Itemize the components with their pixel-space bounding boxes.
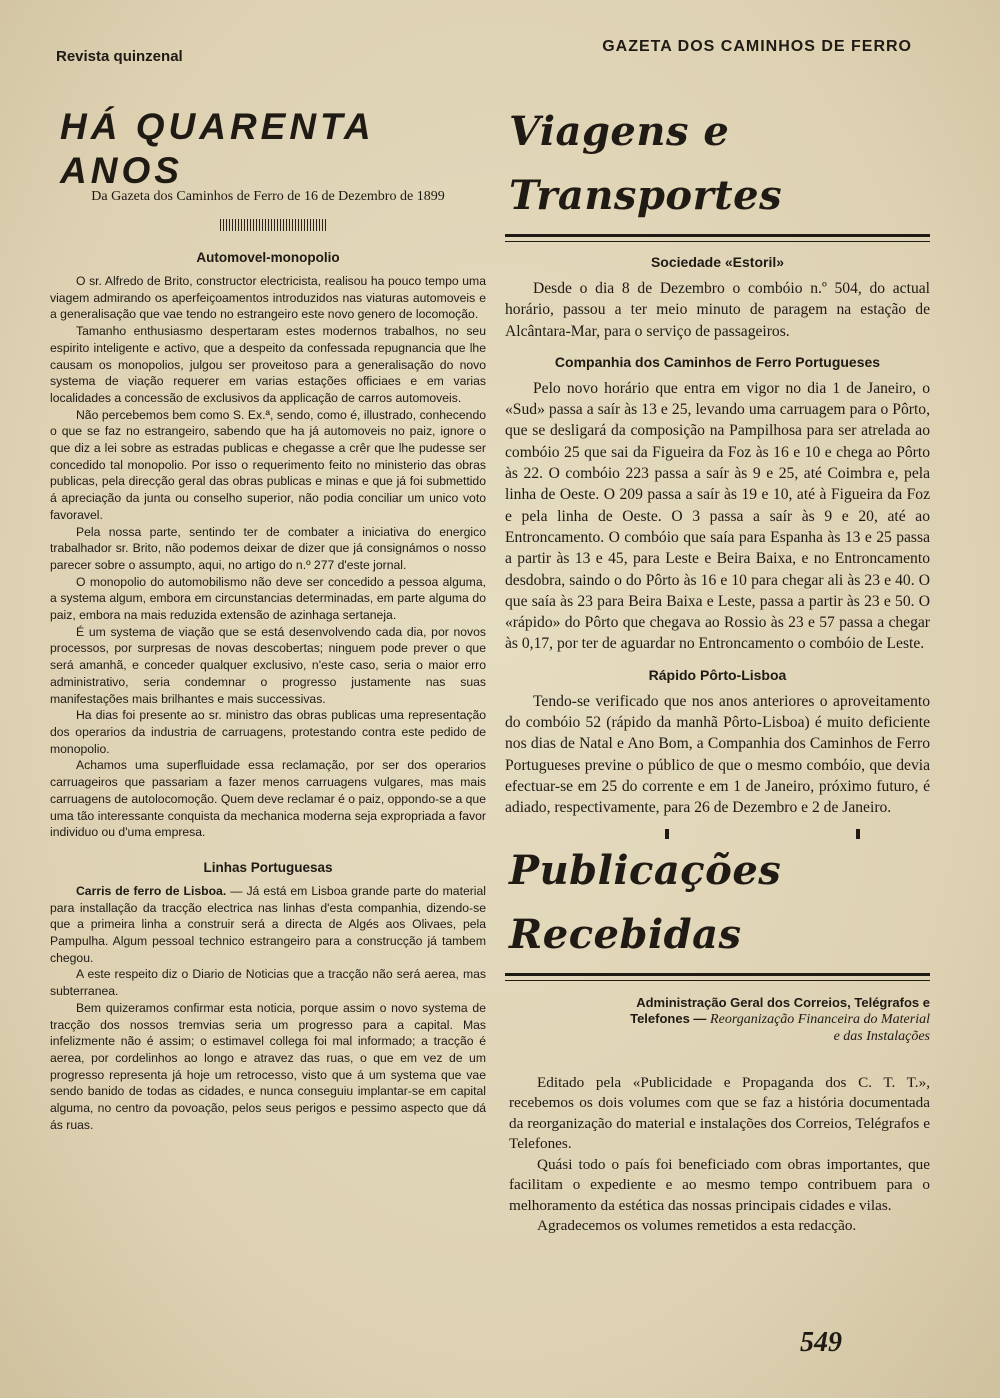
left-column	[50, 100, 486, 1133]
paragraph: Bem quizeramos confirmar esta noticia, porque assim o novo systema de tracção dos nossos tremvias seria um progresso para a capital. Mas infelizmente não é assim; o estimavel collega foi mal informado; a tracção é aerea, por cordelinhos ao longo e atravez das ruas, o que em vez de um progresso representa já hoje um retrocesso, visto que á um systema que vae sendo banido de todas as cidades, e nunca conseguiu implantar-se em capital alguma, no centro da povoação, pelos seus perigos e pessimo aspecto que dá ás ruas.	[50, 1000, 486, 1132]
lead-carris: Carris de ferro de Lisboa.	[76, 883, 227, 898]
section-title-ha-quarenta-anos: HÁ QUARENTA ANOS	[60, 106, 374, 191]
paragraph: Desde o dia 8 de Dezembro o combóio n.º 504, do actual horário, passou a ter meio minuto de paragem na estação de Alcântara-Mar, para o serviço de passageiros.	[505, 280, 930, 340]
section-title-viagens: Viagens e Transportes	[509, 108, 783, 219]
paragraph: Pela nossa parte, sentindo ter de combater a iniciativa do energico trabalhador sr. Brito, não podemos deixar de dizer que já consignámos o nosso parecer sobre o assumpto, aqui, no artigo do n.º 277 d'este jornal.	[50, 524, 486, 572]
page-number: 549	[800, 1327, 842, 1358]
body-rapido	[505, 691, 930, 819]
paragraph: O sr. Alfredo de Brito, constructor electricista, realisou ha pouco tempo uma viagem admirando os aperfeiçoamentos introduzidos nas viaturas automoveis e a generalisação que vae tendo no estrangeiro este novo genero de locomoção.	[50, 274, 486, 322]
paragraph: Ha dias foi presente ao sr. ministro das obras publicas uma representação dos operarios da industria de carruagens, protestando contra este pedido de monopolio.	[50, 708, 486, 756]
divider-mark	[665, 829, 669, 839]
article-heading-linhas: Linhas Portuguesas	[203, 859, 333, 875]
heading-cp: Companhia dos Caminhos de Ferro Portugueses	[554, 353, 881, 370]
heading-rapido: Rápido Pôrto-Lisboa	[648, 666, 787, 683]
publication-publisher: Administração Geral dos Correios, Telégrafos e Telefones	[630, 994, 930, 1026]
decorative-rule	[220, 219, 328, 231]
body-estoril	[505, 278, 930, 342]
paragraph: Tamanho enthusiasmo despertaram estes modernos trabalhos, no seu espirito inteligente e activo, que a despeito da confessada repugnancia que lhe causam os monopolios, julgou ser proveitoso para a generalisação do novo systema de viação requerer em varias estações officiaes e em varias localidades a concessão de exclusivos da applicação de carros automoveis.	[50, 324, 486, 405]
publication-title: Reorganização Financeira do Material e das Instalações	[710, 1011, 930, 1044]
running-header-left: Revista quinzenal	[56, 48, 183, 65]
section-title-publicacoes: Publicações Recebidas	[509, 846, 782, 958]
paragraph: O monopolio do automobilismo não deve ser concedido a pessoa alguma, a systema algum, embora em circunstancias determinadas, em parte alguma do paiz, embora na mais reduzida extensão de azinhaga sertaneja.	[50, 574, 486, 623]
title-rule-thin	[505, 241, 930, 242]
heading-estoril: Sociedade «Estoril»	[650, 254, 785, 270]
publication-dash: —	[689, 1010, 711, 1026]
article-heading-automovel: Automovel-monopolio	[196, 250, 340, 265]
article-body-automovel	[50, 273, 486, 841]
paragraph: Não percebemos bem como S. Ex.ª, sendo, como é, illustrado, conhecendo o que se faz no estrangeiro, sabendo que ha já automoveis no paiz, ignore o que diz a lei sobre as estradas publicas e chegasse a crêr que lhe pudesse ser concedido tal monopolio. Por isso o requerimento feito no ministerio das obras publicas, pela direcção geral das obras publicas e minas e que já foi submettido á apreciação da junta ou conselho superior, não podia conciliar um unico voto favoravel.	[50, 407, 486, 522]
paragraph: Quási todo o país foi beneficiado com obras importantes, que facilitam o expediente e ao mesmo tempo contribuem para o melhoramento da estética das nossas principais cidades e vilas.	[509, 1155, 930, 1214]
paragraph-text: — Já está em Lisboa grande parte do material para installação da tracção electrica nas linhas d'esta companhia, dizendo-se que a primeira linha a construir será a directa de Algés aos Olivaes, pela Pampulha. Algum pessoal technico estrangeiro para a construcção já tambem chegou.	[50, 883, 486, 965]
paragraph: Pelo novo horário que entra em vigor no dia 1 de Janeiro, o «Sud» passa a saír às 13 e 25, levando uma carruagem para o Pôrto, que se desligará da composição na Pampilhosa para ser atrelada ao combóio 25 que sai da Figueira da Foz às 16 e 10 e chega ao Pôrto às 22. O combóio 223 passa a saír às 9 e 25, até Coimbra e, pela linha de Oeste. O 209 passa a saír às 19 e 10, até à Figueira da Foz e pela linha de Oeste. O 3 passa a saír às 9 e 20, até ao Entroncamento. O combóio que saía para Espanha às 13 e 25 passa a partir às 13 e 45, para Leste e Beira Baixa, e no Entroncamento desdobra, saindo o do Pôrto às 16 e 10 para chegar ali às 23 e 40. O que saía às 23 para Beira Baixa e Leste, passa a partir às 23 e 50. O «rápido» do Pôrto que chegava ao Rossio às 23 e 57 passa a chegar às 0,17, por ter de aguardar no Entroncamento o combóio de Leste.	[505, 379, 930, 653]
paragraph-lead	[50, 883, 486, 967]
paragraph: Agradecemos os volumes remetidos a esta redacção.	[537, 1217, 857, 1235]
title-rule-thin	[505, 980, 930, 981]
paragraph: Editado pela «Publicidade e Propaganda dos C. T. T.», recebemos os dois volumes com que se faz a história documentada da reorganização do material e instalações dos Correios, Telégrafos e Telefones.	[509, 1073, 930, 1153]
title-rule-thick	[505, 973, 930, 976]
running-header-right: GAZETA DOS CAMINHOS DE FERRO	[602, 38, 912, 55]
publication-entry	[505, 995, 930, 1045]
section-subtitle: Da Gazeta dos Caminhos de Ferro de 16 de Dezembro de 1899	[91, 189, 445, 204]
publication-body	[505, 1073, 930, 1237]
title-rule-thick	[505, 234, 930, 237]
body-cp	[505, 378, 930, 655]
paragraph: Achamos uma superfluidade essa reclamação, por ser dos operarios carruageiros que passariam a fazer menos carruagens vulgares, mas mais carruagens de autolocomoção. Quem deve reclamar é o paiz, oppondo-se a que uma tão interessante conquista da mechanica moderna seja expropriada a favor individuo ou d'uma empresa.	[50, 758, 486, 840]
paragraph: Tendo-se verificado que nos anos anteriores o aproveitamento do combóio 52 (rápido da manhã Pôrto-Lisboa) é muito deficiente nos dias de Natal e Ano Bom, a Companhia dos Caminhos de Ferro Portugueses previne o público de que o mesmo combóio, que devia efectuar-se em 25 do corrente e em 1 de Janeiro, próximo futuro, é adiado, respectivamente, para 26 de Dezembro e 2 de Janeiro.	[505, 692, 930, 817]
divider-mark	[856, 829, 860, 839]
section-divider	[505, 829, 930, 839]
right-column	[505, 100, 930, 1237]
article-body-linhas	[50, 883, 486, 1134]
paragraph: É um systema de viação que se está desenvolvendo cada dia, por novos processos, por surpresas de novas descobertas; ninguem pode prever o que será amanhã, e conceder qualquer exclusivo, n'este caso, seria o maior erro administrativo, seria condemnar o progresso justamente nas suas manifestações mais brilhantes e mais successivas.	[50, 624, 486, 706]
paragraph: A este respeito diz o Diario de Noticias que a tracção não será aerea, mas subterranea.	[50, 967, 486, 999]
